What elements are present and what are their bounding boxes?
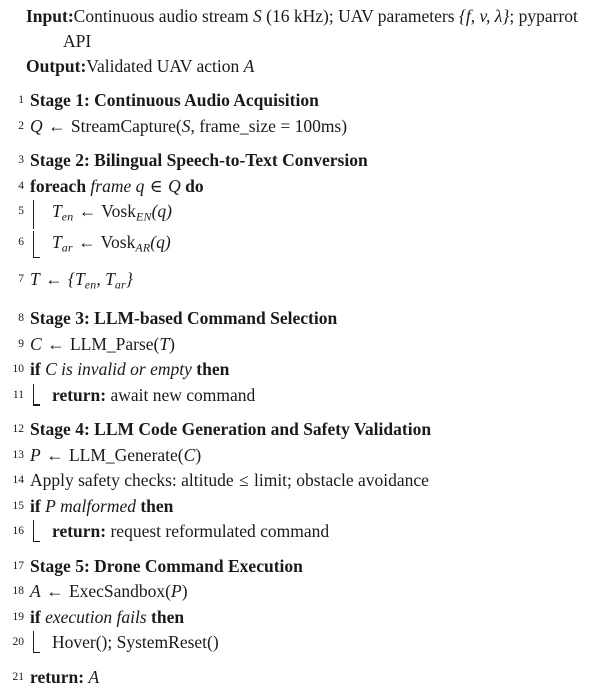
algorithm-line (0, 114, 607, 140)
keyword-if: if (30, 606, 41, 627)
algorithm-line (0, 230, 607, 261)
algorithm-line (0, 468, 607, 494)
set-member-t-en: T (74, 268, 85, 289)
algorithm-line (0, 665, 607, 690)
set-comma: , (96, 268, 106, 289)
stage-3-title: Stage 3: LLM-based Command Selection (30, 308, 338, 329)
loop-set-q: Q (168, 175, 181, 196)
recovery-calls: Hover(); SystemReset() (52, 632, 219, 653)
line-content (30, 443, 607, 469)
algorithm-line (0, 88, 607, 114)
line-number: 7 (18, 272, 24, 285)
line-number: 20 (12, 636, 24, 649)
line-number: 21 (12, 670, 24, 683)
algorithm-line (0, 630, 607, 656)
line-number: 4 (18, 179, 24, 192)
fn-streamcapture: StreamCapture( (70, 115, 182, 136)
keyword-if: if (30, 359, 41, 380)
stage-1-title: Stage 1: Continuous Audio Acquisition (30, 90, 319, 110)
assign-arrow-icon: ← (78, 201, 97, 221)
algorithm-line (0, 383, 607, 409)
line-number: 5 (18, 205, 24, 217)
input-line (26, 4, 607, 29)
fn-args-rest: , frame_size = 100ms) (190, 115, 348, 136)
fn-vosk-ar: Vosk (100, 231, 136, 252)
cond-text: execution fails (45, 606, 147, 627)
line-number: 10 (12, 363, 24, 376)
return-value-text: await new command (110, 384, 256, 405)
subscript-en-fn: EN (136, 209, 152, 224)
arg-p: P (171, 581, 182, 602)
arg-s: S (181, 115, 191, 136)
stage-2-title: Stage 2: Bilingual Speech-to-Text Conversion (30, 150, 368, 170)
subscript-ar: ar (61, 240, 73, 255)
algorithm-line (0, 332, 607, 358)
line-number: 9 (18, 337, 24, 350)
var-t-ar: T (52, 231, 62, 252)
var-t: T (30, 268, 40, 289)
line-number: 13 (12, 448, 24, 461)
line-content (30, 332, 607, 358)
fn-arg-q: (q) (150, 231, 171, 252)
less-or-equal-icon: ≤ (239, 470, 249, 491)
line-content (30, 267, 607, 298)
loop-var-q: q (135, 175, 145, 196)
subscript-ar-fn: AR (135, 240, 151, 255)
cond-var-p: P (45, 495, 56, 516)
line-number: 15 (12, 499, 24, 512)
loop-noun-frame: frame (90, 175, 132, 196)
keyword-then: then (140, 495, 174, 516)
line-number: 16 (12, 525, 24, 538)
var-a: A (30, 581, 41, 602)
line-number: 2 (18, 119, 24, 132)
keyword-return: return: (52, 384, 107, 405)
return-value-text: request reformulated command (110, 521, 330, 542)
fn-args-rest: ) (195, 444, 202, 465)
input-continuation-line: API (63, 31, 92, 51)
keyword-do: do (185, 175, 204, 196)
set-member-t-ar: T (105, 268, 115, 289)
algorithm-line (0, 306, 607, 332)
fn-llm-generate: LLM_Generate( (68, 444, 184, 465)
block-rule-end (33, 384, 34, 405)
arg-t: T (159, 333, 170, 354)
output-label: Output: (26, 56, 87, 76)
var-q: Q (30, 115, 43, 136)
block-rule-end (33, 631, 34, 652)
stage-5-title: Stage 5: Drone Command Execution (30, 555, 303, 576)
assign-arrow-icon: ← (45, 268, 63, 289)
keyword-foreach: foreach (30, 175, 87, 196)
element-of-icon: ∈ (149, 175, 163, 196)
input-text-1: Continuous audio stream (73, 6, 254, 26)
algorithm-line (0, 199, 607, 230)
algorithm-line (0, 579, 607, 605)
return-var-a: A (88, 666, 100, 687)
var-c: C (30, 333, 42, 354)
safety-check-text-b: limit; obstacle avoidance (249, 470, 429, 491)
line-number: 11 (12, 388, 24, 401)
keyword-then: then (196, 359, 230, 380)
fn-vosk-en: Vosk (101, 201, 136, 221)
line-number: 12 (12, 423, 24, 436)
line-content (30, 468, 607, 494)
var-p: P (30, 444, 41, 465)
line-content (30, 519, 607, 545)
algorithm-io-header (0, 0, 615, 79)
arg-c: C (183, 444, 196, 465)
algorithm-line (0, 357, 607, 383)
algorithm-body (0, 88, 615, 690)
cond-text: malformed (60, 495, 136, 516)
algorithm-line (0, 267, 607, 298)
input-text-2: (16 kHz); UAV parameters (261, 6, 459, 26)
algorithm-line (0, 519, 607, 545)
line-content (30, 665, 607, 690)
line-content (30, 494, 607, 520)
fn-exec-sandbox: ExecSandbox( (68, 581, 172, 602)
algorithm-line (0, 417, 607, 443)
cond-text: is invalid or empty (61, 359, 192, 380)
line-number: 6 (18, 235, 24, 248)
assign-arrow-icon: ← (47, 333, 65, 354)
line-number: 17 (12, 559, 24, 572)
stage-4-title: Stage 4: LLM Code Generation and Safety Validation (30, 419, 432, 440)
output-text: Validated UAV action (86, 56, 244, 76)
fn-llm-parse: LLM_Parse( (69, 333, 160, 354)
input-params: {f, v, λ} (458, 6, 510, 26)
block-rule-end (33, 231, 34, 257)
line-content (30, 114, 607, 140)
fn-args-rest: ) (169, 333, 175, 354)
input-text-3: ; pyparrot (509, 6, 578, 26)
algorithm-line (0, 443, 607, 469)
var-t-en: T (52, 201, 62, 221)
fn-args-rest: ) (181, 581, 188, 602)
line-content (30, 383, 607, 409)
set-open-brace: { (67, 268, 75, 289)
line-content (30, 630, 607, 656)
output-line (26, 54, 607, 79)
block-rule (33, 200, 34, 229)
line-content (30, 357, 607, 383)
line-content (30, 230, 607, 261)
line-content (30, 174, 607, 200)
line-number: 18 (12, 585, 24, 598)
assign-arrow-icon: ← (46, 444, 64, 465)
algorithm-line (0, 174, 607, 200)
assign-arrow-icon: ← (46, 581, 64, 602)
input-label: Input: (26, 6, 74, 26)
keyword-return: return: (52, 521, 107, 542)
input-var-s: S (253, 6, 262, 26)
line-number: 1 (18, 94, 24, 106)
algorithm-line (0, 494, 607, 520)
assign-arrow-icon: ← (78, 231, 96, 252)
keyword-then: then (151, 606, 185, 627)
line-number: 8 (18, 312, 24, 325)
subscript-en: en (84, 276, 97, 291)
subscript-ar: ar (114, 276, 126, 291)
line-content (30, 199, 607, 230)
block-rule-end (33, 520, 34, 541)
output-var-a: A (243, 56, 255, 76)
assign-arrow-icon: ← (48, 115, 66, 136)
keyword-return: return: (30, 666, 85, 687)
line-content (30, 579, 607, 605)
algorithm-line (0, 148, 607, 174)
algorithm-line (0, 554, 607, 580)
line-number: 3 (18, 154, 24, 166)
line-number: 19 (12, 610, 24, 623)
set-close-brace: } (125, 268, 133, 289)
safety-check-text-a: Apply safety checks: altitude (30, 470, 238, 491)
cond-var-c: C (45, 359, 57, 380)
subscript-en: en (61, 209, 74, 224)
fn-arg-q: (q) (151, 201, 173, 221)
line-number: 14 (12, 474, 24, 487)
keyword-if: if (30, 495, 41, 516)
